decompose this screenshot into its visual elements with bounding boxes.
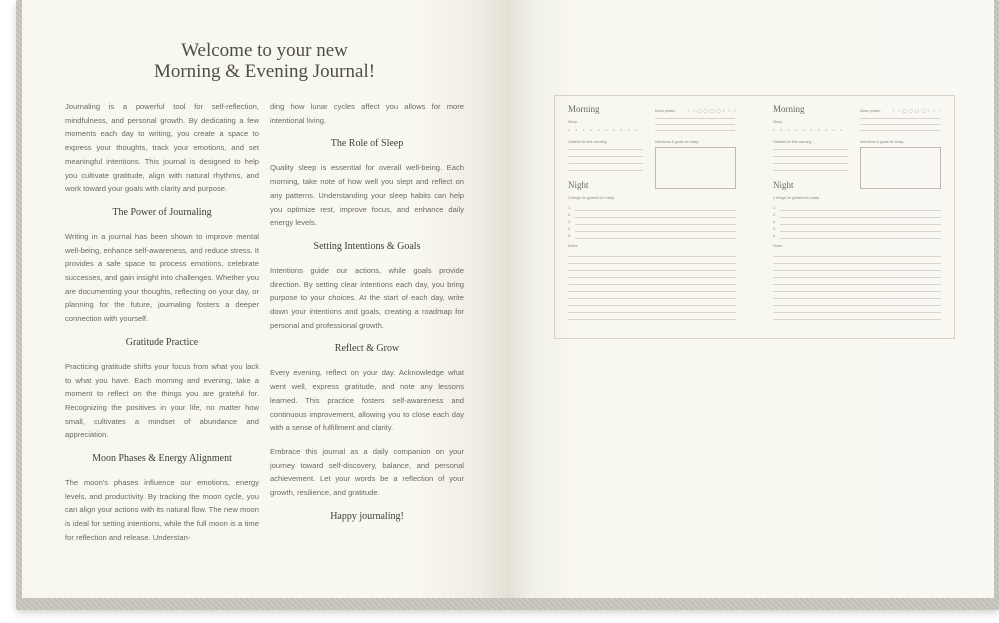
rule (655, 130, 735, 131)
rule (773, 270, 941, 271)
rule (860, 130, 940, 131)
rule (780, 224, 941, 225)
intentions-label: Intentions & goals for today (655, 140, 699, 144)
sleep-rating-dots: • • • • • • • • • • (568, 127, 640, 132)
heading-gratitude-practice: Gratitude Practice (125, 336, 199, 348)
morning-heading: Morning (773, 104, 805, 114)
morning-heading: Morning (568, 104, 600, 114)
heading-role-of-sleep: The Role of Sleep (330, 138, 404, 150)
number-4: 4. (773, 227, 776, 231)
rule (773, 149, 848, 150)
rule (780, 231, 941, 232)
paragraph-moon-continued: ding how lunar cycles affect you allows for more intentional living. (270, 102, 464, 125)
rule (568, 263, 736, 264)
three-things-label: 3 things I'm grateful for today (568, 196, 615, 200)
paragraph-role-of-sleep: Quality sleep is essential for overall well-being. Each morning, take note of how well you slept and reflect on any patterns. Understanding your sleep habits can help you optimize rest, improve focus, and enhance daily energy levels. (270, 163, 464, 228)
number-2: 2. (568, 213, 571, 217)
rule (575, 231, 736, 232)
rule (568, 270, 736, 271)
rule (773, 291, 941, 292)
number-3: 3. (568, 220, 571, 224)
rule (568, 312, 736, 313)
rule (568, 256, 736, 257)
night-heading: Night (773, 180, 794, 190)
intentions-label: Intentions & goals for today (860, 140, 904, 144)
sleep-label: Sleep (773, 120, 783, 124)
page-title (22, 40, 507, 82)
sleep-label: Sleep (568, 120, 578, 124)
planner-page-left (565, 96, 760, 339)
grateful-morning-label: Grateful for this morning (568, 140, 607, 144)
moon-phase-label: Moon phase: (860, 109, 881, 113)
rule (568, 319, 736, 320)
left-text-column (65, 100, 259, 555)
three-things-label: 3 things I'm grateful for today (773, 196, 820, 200)
number-1: 1. (773, 206, 776, 210)
rule (780, 217, 941, 218)
paragraph-moon-phases: The moon's phases influence our emotions, energy levels, and productivity. By tracking the moon cycle, you can align your actions with its natural flow. The new moon is ideal for setting intentions, while the full moon is a time for reflection and release. Understan- (65, 478, 259, 542)
number-2: 2. (773, 213, 776, 217)
rule (780, 210, 941, 211)
paragraph-gratitude-practice: Practicing gratitude shifts your focus from what you lack to what you have. Each morning and evening, take a moment to reflect on the things you are grateful for. Recognizing the positives in your life, no matter how small, cultivates a mindset of abundance and appreciation. (65, 361, 259, 440)
number-1: 1. (568, 206, 571, 210)
rule (773, 163, 848, 164)
night-heading: Night (568, 180, 589, 190)
rule (655, 124, 735, 125)
number-5: 5. (568, 234, 571, 238)
rule (575, 238, 736, 239)
rule (568, 298, 736, 299)
number-3: 3. (773, 220, 776, 224)
moon-phase-label: Moon phase: (655, 109, 676, 113)
intentions-box (655, 147, 736, 189)
heading-moon-phases: Moon Phases & Energy Alignment (92, 453, 232, 465)
rule (568, 291, 736, 292)
paragraph-setting-intentions: Intentions guide our actions, while goals provide direction. By setting clear intentions each day, you bring purpose to your choices. At the start of each day, write down your intentions and goals, creating a roadmap for personal and professional growth. (270, 265, 464, 330)
rule (568, 149, 643, 150)
rule (575, 217, 736, 218)
intro-paragraph: Journaling is a powerful tool for self-reflection, mindfulness, and personal growth. By dedicating a few moments each day to writing, you create a space to express your thoughts, track your emotions, and set meaningful intentions. This journal is designed to help you cultivate gratitude, align with natural rhythms, and work toward your goals with clarity and purpose. (65, 102, 259, 194)
rule (568, 305, 736, 306)
intentions-box (860, 147, 941, 189)
rule (568, 163, 643, 164)
rule (773, 263, 941, 264)
heading-reflect-grow: Reflect & Grow (334, 343, 400, 355)
rule (773, 298, 941, 299)
rule (773, 312, 941, 313)
paragraph-reflect-grow: Every evening, reflect on your day. Acknowledge what went well, express gratitude, and note any lessons learned. This practice fosters self-awareness and continuous improvement, allowing you to close each day with a sense of fulfillment and clarity. (270, 368, 464, 433)
rule (773, 156, 848, 157)
title-line-2: Morning & Evening Journal! (153, 61, 376, 82)
rule (568, 156, 643, 157)
planner-page-right (770, 96, 965, 339)
rule (773, 284, 941, 285)
number-4: 4. (568, 227, 571, 231)
paragraph-power-of-journaling: Writing in a journal has been shown to improve mental well-being, enhance self-awareness, and reduce stress. It provides a safe space to process emotions, celebrate successes, and gain insight into challenges. Whether you are documenting your thoughts, reflecting on your day, or planning for the future, journaling fosters a deeper connection with yourself. (65, 231, 259, 324)
paragraph-embrace: Embrace this journal as a daily companion on your journey toward self-discovery, balance, and personal achievement. Let your words be a reflection of your growth, resilience, and gratitude. (270, 446, 464, 498)
rule (568, 170, 643, 171)
heading-power-of-journaling: The Power of Journaling (112, 206, 212, 218)
grateful-morning-label: Grateful for this morning (773, 140, 812, 144)
heading-setting-intentions: Setting Intentions & Goals (313, 240, 421, 252)
notes-label: Notes (568, 244, 578, 248)
sleep-rating-dots: • • • • • • • • • • (773, 127, 845, 132)
rule (568, 284, 736, 285)
number-5: 5. (773, 234, 776, 238)
rule (860, 118, 940, 119)
planner-spread-preview (554, 95, 955, 339)
notes-label: Notes (773, 244, 783, 248)
rule (773, 305, 941, 306)
moon-phase-icons: ☽ ☽ ◯ ◯ ◯ ◯ ☾ ☾ ☾ (891, 108, 943, 113)
rule (773, 170, 848, 171)
rule (568, 277, 736, 278)
closing-line: Happy journaling! (330, 510, 404, 522)
moon-phase-icons: ☽ ☽ ◯ ◯ ◯ ◯ ☾ ☾ ☾ (686, 108, 738, 113)
rule (575, 210, 736, 211)
rule (575, 224, 736, 225)
rule (773, 277, 941, 278)
title-line-1: Welcome to your new (181, 40, 348, 61)
rule (860, 124, 940, 125)
rule (780, 238, 941, 239)
rule (655, 118, 735, 119)
rule (773, 256, 941, 257)
right-text-column (270, 100, 464, 534)
rule (773, 319, 941, 320)
